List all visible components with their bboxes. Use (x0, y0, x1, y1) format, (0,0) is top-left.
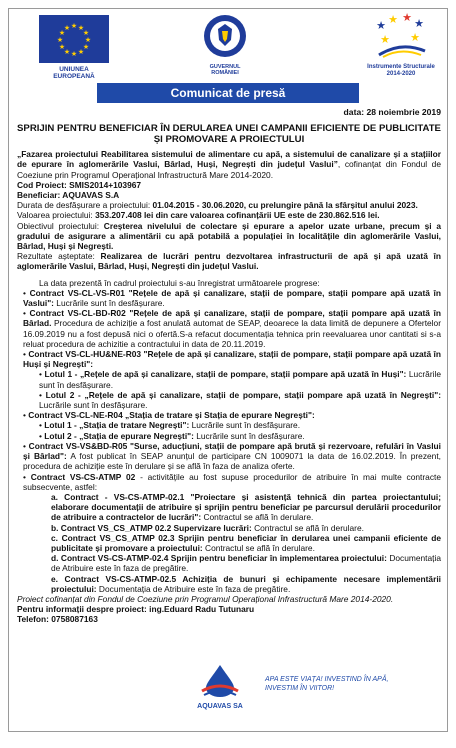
expected-results: Rezultate așteptate: Realizarea de lucrări pentru dezvoltarea infrastructurii de apă și apă uzată în aglomerările Vaslui, Bârlad, Huși, Negrești din județul Vaslui. (17, 251, 441, 272)
project-value: Valoarea proiectului: 353.207.408 lei din care valoarea cofinanțării UE este de 230.862.516 lei. (17, 210, 380, 221)
document-body (17, 107, 441, 625)
eu-logo (39, 15, 109, 80)
subcontract-a: a. Contract - VS-CS-ATMP-02.1 "Proiectare și asistență tehnică din partea proiectantului; elaborare documentații de atribuire și sprijin pentru beneficiar pe parcursul derulării procedurilor de atribuire a contractelor de lucrări": Contractul se află în derulare. (51, 491, 441, 523)
project-objective: Obiectivul proiectului: Creșterea nivelului de colectare și epurare a apelor uzate urbane, precum și a gradului de asigurare a alimentării cu apă potabilă a populației în localitățile din aglomerările Vaslui, Bârlad, Huși și Negrești. (17, 220, 441, 252)
svg-text:★: ★ (58, 29, 66, 37)
svg-text:★: ★ (402, 11, 412, 24)
aquavas-water-drop-icon (198, 663, 242, 697)
contract-r04: • Contract VS-CL-NE-R04 „Stația de tratare și Stația de epurare Negrești": (17, 410, 441, 420)
contract-r04-lot2: • Lotul 2 - „Stația de epurare Negrești": Lucrările sunt în desfășurare. (17, 431, 441, 441)
svg-text:★: ★ (414, 17, 424, 30)
project-name: „Fazarea proiectului Reabilitarea sistemului de alimentare cu apă, a sistemului de canalizare și a stațiilor de epurare în aglomerările Vaslui, Bârlad, Huși, Negrești din județul Vaslui” (17, 149, 441, 170)
government-logo (202, 13, 248, 76)
document-title: SPRIJIN PENTRU BENEFICIAR ÎN DERULAREA UNEI CAMPANII EFICIENTE DE PUBLICITATE ȘI PROMOVARE A PROIECTULUI (17, 123, 441, 146)
intro-rest: , cofinanțat din Fondul de Coeziune prin Programul Operațional Infrastructură Mare 2014-2020. (17, 159, 441, 180)
contract-atmp02: • Contract VS-CS-ATMP 02 - activitățile au fost supuse procedurilor de atribuire în mai multe contracte subsecvente, astfel: (17, 472, 441, 492)
svg-text:★: ★ (58, 43, 66, 51)
header-logos (9, 9, 447, 83)
eu-caption: UNIUNEA EUROPEANĂ (53, 66, 95, 80)
duration: Durata de desfășurare a proiectului: 01.04.2015 - 30.06.2020, cu prelungire până la sfârșitul anului 2023. (17, 200, 418, 211)
svg-text:★: ★ (84, 36, 92, 44)
project-code: Cod Proiect: SMIS2014+103967 (17, 179, 142, 190)
svg-text:★: ★ (380, 33, 390, 46)
gov-caption-line1: GUVERNUL (209, 64, 241, 70)
svg-text:★: ★ (77, 48, 85, 56)
press-release-banner: Comunicat de presă (97, 83, 359, 103)
svg-text:★: ★ (63, 48, 71, 56)
slogan (265, 675, 435, 693)
romanian-coat-of-arms-icon (202, 13, 248, 59)
svg-text:★: ★ (388, 13, 398, 26)
slogan-line1: APA ESTE VIAȚA! INVESTIND ÎN APĂ, (265, 676, 389, 683)
svg-text:★: ★ (376, 19, 386, 32)
contract-r03-lot1: • Lotul 1 - „Rețele de apă și canalizare, stații de pompare, stații pompare apă uzată în Huși": Lucrările sunt în desfășurare. (17, 369, 441, 389)
subcontract-d: d. Contract VS-CS-ATMP-02.4 Sprijin pentru beneficiar în implementarea proiectului: Documentația de Atribuire este în faza de pregătire. (51, 553, 441, 574)
subcontract-e: e. Contract VS-CS-ATMP-02.5 Achiziția de bunuri și echipamente necesare implementării proiectului: Documentația de Atribuire este în faza de pregătire. (51, 573, 441, 594)
is-caption-line1: Instrumente Structurale (367, 64, 435, 70)
svg-text:★: ★ (63, 24, 71, 32)
aquavas-caption: AQUAVAS SA (197, 703, 243, 710)
svg-text:★: ★ (56, 36, 64, 44)
gov-caption-line2: ROMÂNIEI (211, 70, 239, 76)
svg-text:★: ★ (82, 29, 90, 37)
cofinance-note: Proiect cofinanțat din Fondul de Coeziune prin Programul Operațional Infrastructură Mare 2014-2020. (17, 593, 394, 604)
press-release-page (8, 8, 448, 732)
contract-r03: • Contract VS-CL-HU&NE-R03 "Rețele de apă și canalizare, stații de pompare, stații pompare apă uzată în Huși și Negrești": (17, 349, 441, 369)
svg-text:★: ★ (70, 50, 78, 58)
contract-r04-lot1: • Lotul 1 - „Stația de tratare Negrești": Lucrările sunt în desfășurare. (17, 420, 441, 430)
slogan-line2: INVESTIM ÎN VIITOR! (265, 685, 335, 692)
subcontract-c: c. Contract VS_CS_ATMP 02.3 Sprijin pentru beneficiar în derularea unei campanii eficiente de publicitate și promovare a proiectului: Contractul se află în derulare. (51, 532, 441, 553)
beneficiary: Beneficiar: AQUAVAS S.A (17, 190, 120, 201)
release-date: data: 28 noiembrie 2019 (343, 107, 441, 117)
progress-intro: La data prezentă în cadrul proiectului s-au înregistrat următoarele progrese: (39, 277, 320, 288)
eu-flag-icon (39, 15, 109, 63)
aquavas-logo (185, 663, 255, 710)
structural-instruments-logo (361, 11, 441, 78)
contract-r03-lot2: • Lotul 2 - „Rețele de apă și canalizare, stații de pompare, stații pompare apă uzată în Negrești": Lucrările sunt în desfășurare. (17, 390, 441, 410)
contract-r05: • Contract VS-VS&BD-R05 "Surse, aducțiuni, stații de pompare apă brută și rezervoare, refulări în Vaslui și Bârlad": A fost publicat în SEAP anunțul de participare CN 1009071 la data de 16.02.2019. În prezent, procedura de achiziție este în derulare și se află în faza de analiza oferte. (17, 441, 441, 472)
intro-paragraph (17, 149, 441, 180)
svg-text:★: ★ (82, 43, 90, 51)
contract-r02: • Contract VS-CL-BD-R02 "Rețele de apă și canalizare, stații de pompare, stații pompare apă uzată în Bârlad. Procedura de achiziție a fost anulată automat de SEAP, deoarece la data limită de depunere a Ofertelor 16.09.2019 nu a fost depusă nici o ofertă.S-a refacut documentația tehnica prin reevaluarea unor cantitati si s-a reluat procedura de achizitie a contractului in data de 20.11.2019. (17, 308, 441, 349)
svg-text:★: ★ (77, 24, 85, 32)
subcontract-b: b. Contract VS_CS_ATMP 02.2 Supervizare lucrări: Contractul se află în derulare. (51, 522, 364, 533)
contract-r01: • Contract VS-CL-VS-R01 "Rețele de apă și canalizare, stații de pompare, stații pompare apă uzată în Vaslui": Lucrările sunt în desfășurare. (17, 288, 441, 308)
footer (9, 661, 447, 729)
is-caption-line2: 2014-2020 (386, 71, 416, 77)
svg-text:★: ★ (70, 22, 78, 30)
contact-phone: Telefon: 0758087163 (17, 614, 98, 625)
contact-person: Pentru informații despre proiect: ing.Eduard Radu Tutunaru (17, 604, 255, 615)
svg-text:★: ★ (410, 31, 420, 44)
structural-instruments-stars-icon (371, 11, 431, 59)
